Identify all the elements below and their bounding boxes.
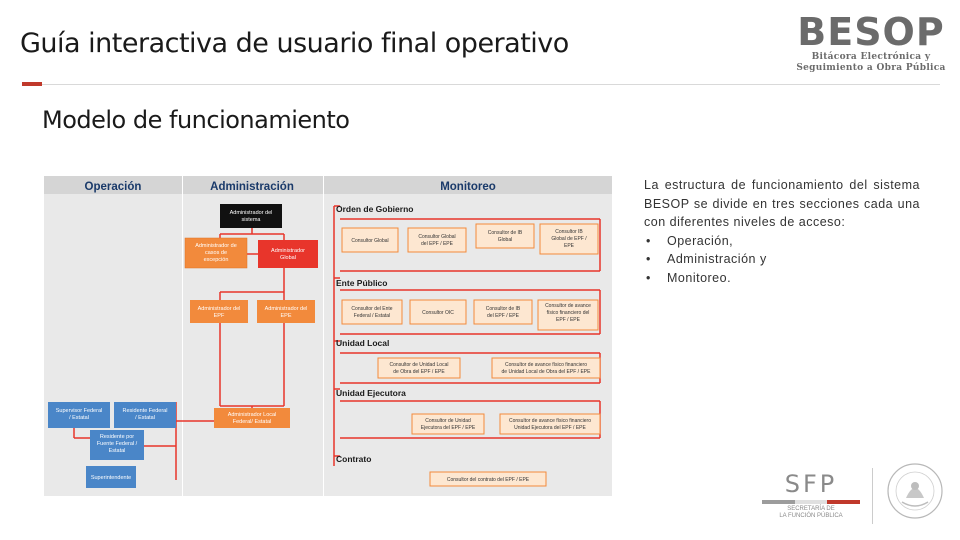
mon-con1-label: Consultor del contrato del EPF / EPE — [446, 477, 530, 483]
admin-local-box — [214, 408, 290, 428]
mon-pub2-label: Consultor OIC — [422, 310, 454, 316]
logo-line-1: Bitácora Electrónica y — [811, 52, 931, 62]
section-contrato: Contrato — [336, 454, 372, 464]
besop-logo — [796, 12, 946, 74]
administracion-header: Administración — [210, 181, 294, 193]
logo-line-2: Seguimiento a Obra Pública — [796, 63, 946, 73]
admin-local-label: Administrador Local Federal/ Estatal — [227, 412, 277, 425]
section-subtitle: Modelo de funcionamiento — [42, 106, 350, 134]
operacion-header: Operación — [84, 181, 142, 193]
title-accent-bar — [22, 82, 42, 86]
mon-eje2-box — [500, 414, 600, 434]
mon-pub3-box — [474, 300, 532, 324]
mon-gob2-box — [408, 228, 466, 252]
op-supervisor-label: Supervisor Federal / Estatal — [55, 408, 103, 421]
admin-casos-label: Administrador de casos de excepción — [195, 243, 237, 263]
section-ejecutora: Unidad Ejecutora — [336, 388, 406, 398]
admin-sistema-label: Administrador del sistema — [229, 210, 273, 223]
mon-gob1-label: Consultor Global — [351, 238, 389, 244]
op-superintendente-label: Superintendente — [90, 475, 132, 481]
section-gobierno: Orden de Gobierno — [336, 204, 414, 214]
monitoreo-header: Monitoreo — [440, 181, 496, 193]
logo-wordmark: BESOP — [797, 10, 945, 54]
mon-loc1-box — [378, 358, 460, 378]
mon-eje1-box — [412, 414, 484, 434]
footer-divider — [872, 468, 873, 524]
list-item: • Operación, — [644, 232, 920, 251]
description-block — [644, 176, 920, 287]
mon-pub4-label: Consultor de avance físico financiero del EPF / EPE — [545, 303, 591, 323]
structure-diagram — [44, 176, 612, 496]
mon-eje1-label: Consultor de Unidad Ejecutora del EPF / EPE — [420, 418, 476, 431]
mon-loc1-label: Consultor de Unidad Local de Obra del EPF / EPE — [389, 362, 449, 375]
mon-gob4-label: Consultor IB Global de EPF / EPE — [551, 229, 587, 249]
list-item: • Administración y — [644, 250, 920, 269]
mon-eje2-label: Consultor de avance físico financiero Unidad Ejecutora del EPF / EPE — [509, 418, 591, 431]
admin-epe-right-label: Administrador del EPE — [264, 306, 308, 319]
op-residente-por-label: Residente por Fuente Federal / Estatal — [96, 434, 138, 454]
section-publico: Ente Público — [336, 278, 388, 288]
mon-loc2-box — [492, 358, 600, 378]
op-residente-label: Residente Federal / Estatal — [122, 408, 168, 421]
description-paragraph: La estructura de funcionamiento del sistema BESOP se divide en tres secciones cada una con diferentes niveles de acceso: — [644, 178, 920, 229]
national-seal-icon — [886, 462, 944, 520]
admin-sistema-box — [220, 204, 282, 228]
title-divider — [22, 84, 940, 85]
sfp-wordmark: SFP — [784, 470, 838, 498]
mon-pub1-box — [342, 300, 402, 324]
sfp-sub-1: SECRETARÍA DE — [787, 506, 835, 512]
mon-pub1-label: Consultor del Ente Federal / Estatal — [351, 306, 393, 319]
sfp-sub-2: LA FUNCIÓN PÚBLICA — [779, 513, 843, 519]
sfp-logo — [756, 470, 866, 520]
page-title: Guía interactiva de usuario final operativo — [20, 28, 569, 59]
section-local: Unidad Local — [336, 338, 390, 348]
admin-epf-left-label: Administrador del EPF — [197, 306, 241, 319]
mon-pub3-label: Consultor de IB del EPF / EPE — [485, 306, 521, 319]
access-levels-list — [644, 232, 920, 288]
list-item: • Monitoreo. — [644, 269, 920, 288]
mon-gob3-label: Consultor de IB Global — [487, 230, 523, 243]
mon-loc2-label: Consultor de avance físico financiero de Unidad Local de Obra del EPF / EPE — [501, 362, 591, 375]
mon-gob2-label: Consultor Global del EPF / EPE — [418, 234, 456, 247]
sfp-flag-bar — [762, 500, 860, 504]
mon-gob3-box — [476, 224, 534, 248]
admin-global-box — [258, 240, 318, 268]
admin-global-label: Administrador Global — [271, 248, 305, 261]
